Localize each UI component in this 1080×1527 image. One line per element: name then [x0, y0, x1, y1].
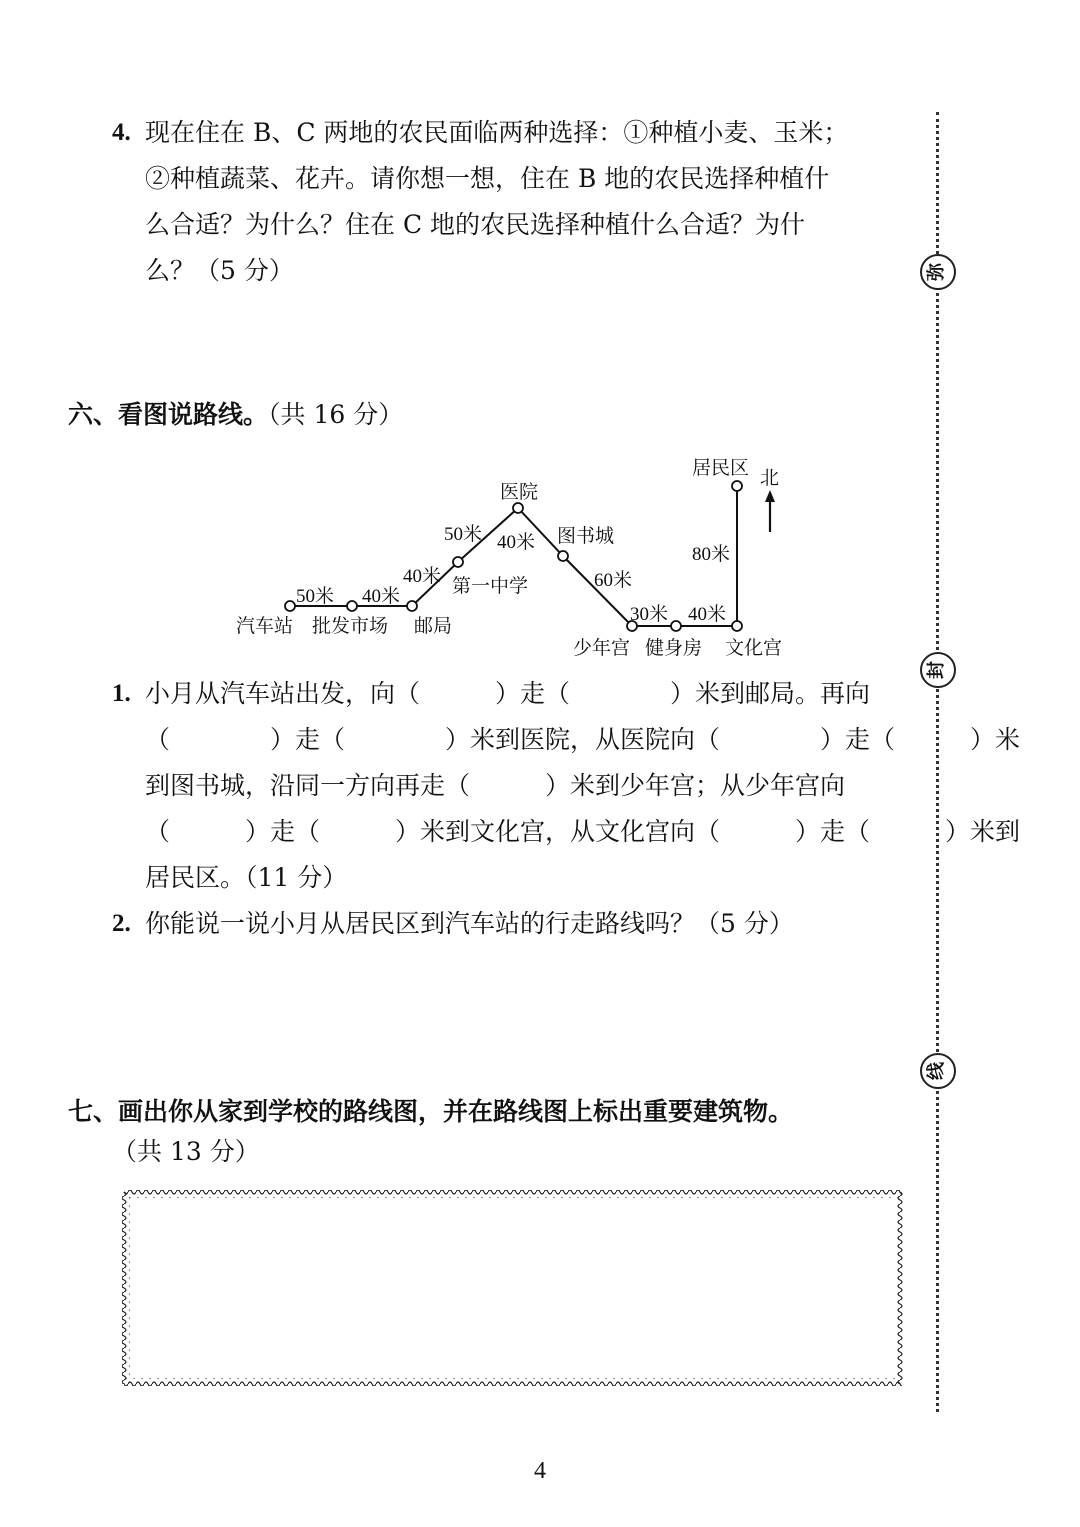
frame-border-right — [896, 1192, 904, 1384]
label-residential-area: 居民区 — [692, 457, 750, 479]
distance-bus-to-market: 50米 — [296, 586, 335, 607]
section-6-points: （共 16 分） — [268, 400, 404, 429]
binding-mark-feng: 封 — [920, 652, 956, 688]
question-6-1-line-2: （ ）走（ ）米到医院，从医院向（ ）走（ ）米 — [145, 725, 1021, 754]
question-6-1-line-3: 到图书城，沿同一方向再走（ ）米到少年宫；从少年宫向 — [145, 771, 846, 800]
node-library — [558, 551, 568, 561]
node-culture-palace — [732, 621, 742, 631]
north-label: 北 — [760, 467, 780, 489]
binding-dotted-line — [936, 112, 939, 1412]
label-wholesale-market: 批发市场 — [312, 615, 389, 637]
question-6-2-number: 2. — [112, 910, 131, 937]
node-post-office — [407, 601, 417, 611]
label-gym: 健身房 — [645, 637, 703, 659]
question-6-2-text: 你能说一说小月从居民区到汽车站的行走路线吗？（5 分） — [145, 909, 794, 938]
distance-youth-to-gym: 30米 — [630, 604, 669, 625]
label-youth-palace: 少年宫 — [573, 637, 631, 659]
label-first-middle-school: 第一中学 — [452, 575, 529, 597]
section-7-points: （共 13 分） — [112, 1137, 260, 1166]
binding-mark-xian: 线 — [920, 1053, 956, 1089]
label-post-office: 邮局 — [414, 615, 453, 637]
question-4-line-1: 现在住在 B、C 两地的农民面临两种选择：①种植小麦、玉米； — [145, 118, 849, 147]
question-4-number: 4. — [112, 119, 131, 146]
distance-school-to-hospital: 50米 — [444, 524, 483, 545]
label-library: 图书城 — [557, 525, 615, 547]
question-6-1-line-4: （ ）走（ ）米到文化宫，从文化宫向（ ）走（ ）米到 — [145, 817, 1021, 846]
question-6-1-line-1: 小月从汽车站出发，向（ ）走（ ）米到邮局。再向 — [145, 679, 871, 708]
node-wholesale-market — [347, 601, 357, 611]
node-first-middle-school — [453, 557, 463, 567]
drawing-answer-frame[interactable] — [120, 1188, 906, 1388]
distance-gym-to-culture: 40米 — [688, 604, 727, 625]
question-4-line-4: 么？（5 分） — [145, 256, 294, 285]
question-6-1-line-5: 居民区。（11 分） — [145, 863, 348, 892]
node-hospital — [513, 503, 523, 513]
section-7-title: 七、画出你从家到学校的路线图，并在路线图上标出重要建筑物。 — [68, 1097, 794, 1126]
section-6-heading — [68, 395, 403, 431]
question-4-line-3: 么合适？为什么？住在 C 地的农民选择种植什么合适？为什 — [145, 210, 806, 239]
route-map — [0, 440, 900, 670]
node-gym — [671, 621, 681, 631]
frame-border-left — [122, 1192, 130, 1384]
label-culture-palace: 文化宫 — [725, 637, 783, 659]
north-arrow-icon — [765, 490, 775, 502]
distance-hospital-to-library: 40米 — [497, 532, 536, 553]
binding-mark-mi: 弥 — [920, 254, 956, 290]
distance-post-to-school: 40米 — [403, 566, 442, 587]
distance-market-to-post: 40米 — [362, 586, 401, 607]
question-4-line-2: ②种植蔬菜、花卉。请你想一想，住在 B 地的农民选择种植什 — [145, 164, 830, 193]
node-residential-area — [732, 481, 742, 491]
distance-library-to-youth: 60米 — [594, 570, 633, 591]
node-bus-station — [285, 601, 295, 611]
label-hospital: 医院 — [500, 481, 539, 503]
frame-border-bottom — [124, 1378, 902, 1386]
distance-culture-to-residential: 80米 — [692, 544, 731, 565]
question-6-1-number: 1. — [112, 680, 131, 707]
page-number: 4 — [534, 1458, 546, 1484]
section-6-title: 六、看图说路线。 — [68, 400, 269, 429]
label-bus-station: 汽车站 — [236, 615, 294, 637]
frame-border-top — [124, 1190, 902, 1198]
